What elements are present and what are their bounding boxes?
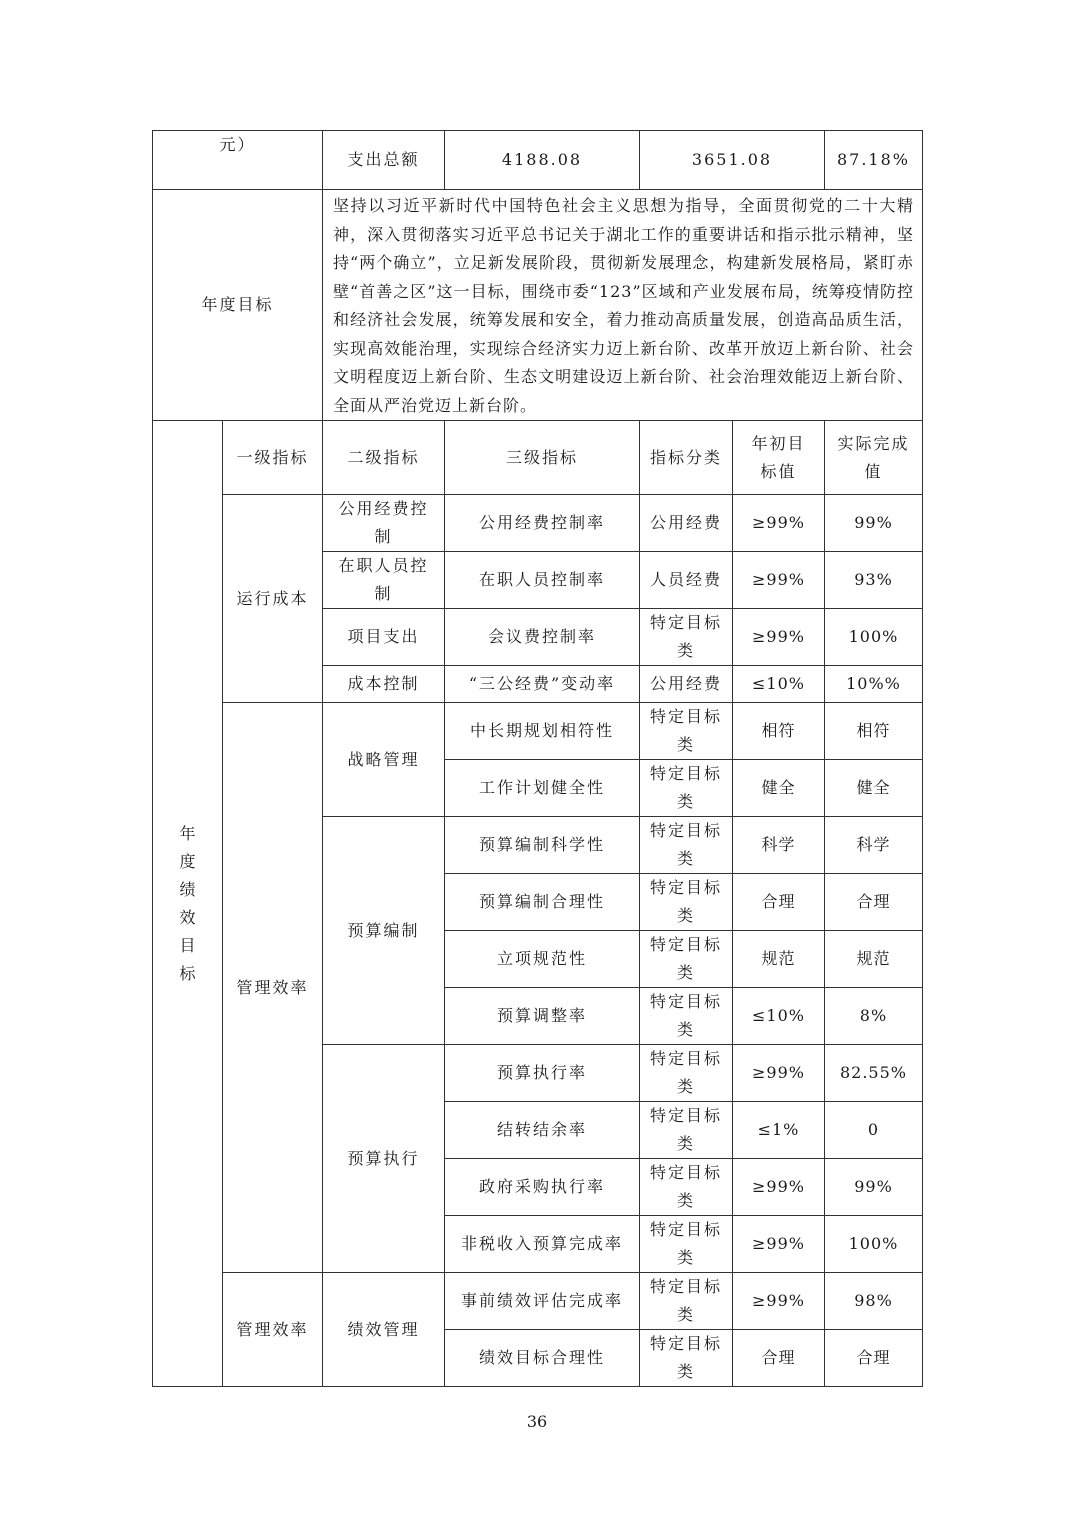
level2-cell: 预算执行 (323, 1045, 445, 1273)
category-cell: 特定目标类 (640, 817, 733, 874)
annual-goal-label: 年度目标 (153, 190, 323, 421)
unit-fragment: 元） (153, 131, 323, 190)
page-number: 36 (526, 1412, 548, 1431)
target-cell: 合理 (733, 874, 825, 931)
target-cell: 合理 (733, 1330, 825, 1387)
level2-cell: 预算编制 (323, 817, 445, 1045)
level3-cell: 预算调整率 (445, 988, 640, 1045)
header-actual: 实际完成值 (825, 421, 923, 495)
level3-cell: “三公经费”变动率 (445, 666, 640, 703)
level1-cell: 运行成本 (223, 495, 323, 703)
actual-cell: 82.55% (825, 1045, 923, 1102)
level3-cell: 预算编制合理性 (445, 874, 640, 931)
actual-cell: 科学 (825, 817, 923, 874)
total-expenditure-row (153, 131, 923, 190)
target-cell: ≥99% (733, 552, 825, 609)
category-cell: 特定目标类 (640, 609, 733, 666)
target-cell: ≥99% (733, 1216, 825, 1273)
target-cell: ≥99% (733, 495, 825, 552)
category-cell: 特定目标类 (640, 1216, 733, 1273)
actual-cell: 98% (825, 1273, 923, 1330)
level2-cell: 项目支出 (323, 609, 445, 666)
category-cell: 特定目标类 (640, 760, 733, 817)
target-cell: 健全 (733, 760, 825, 817)
header-target: 年初目标值 (733, 421, 825, 495)
target-cell: ≥99% (733, 1159, 825, 1216)
category-cell: 特定目标类 (640, 1102, 733, 1159)
header-level3: 三级指标 (445, 421, 640, 495)
expenditure-label: 支出总额 (323, 131, 445, 190)
category-cell: 特定目标类 (640, 703, 733, 760)
actual-cell: 健全 (825, 760, 923, 817)
level3-cell: 会议费控制率 (445, 609, 640, 666)
header-level1: 一级指标 (223, 421, 323, 495)
actual-cell: 合理 (825, 1330, 923, 1387)
actual-cell: 10%% (825, 666, 923, 703)
actual-cell: 相符 (825, 703, 923, 760)
category-cell: 特定目标类 (640, 874, 733, 931)
level3-cell: 预算执行率 (445, 1045, 640, 1102)
header-level2: 二级指标 (323, 421, 445, 495)
category-cell: 特定目标类 (640, 988, 733, 1045)
target-cell: 科学 (733, 817, 825, 874)
level3-cell: 工作计划健全性 (445, 760, 640, 817)
annual-goal-row (153, 190, 923, 421)
perf-goal-label-text: 年度绩效目标 (179, 823, 196, 983)
category-cell: 公用经费 (640, 495, 733, 552)
level3-cell: 在职人员控制率 (445, 552, 640, 609)
level1-cell: 管理效率 (223, 703, 323, 1273)
header-row (153, 421, 923, 495)
actual-cell: 99% (825, 1159, 923, 1216)
category-cell: 人员经费 (640, 552, 733, 609)
header-category: 指标分类 (640, 421, 733, 495)
level3-cell: 政府采购执行率 (445, 1159, 640, 1216)
category-cell: 特定目标类 (640, 1159, 733, 1216)
expenditure-rate: 87.18% (825, 131, 923, 190)
category-cell: 特定目标类 (640, 1273, 733, 1330)
level3-cell: 预算编制科学性 (445, 817, 640, 874)
level3-cell: 结转结余率 (445, 1102, 640, 1159)
performance-table (152, 130, 923, 1387)
actual-cell: 规范 (825, 931, 923, 988)
level1-cell: 管理效率 (223, 1273, 323, 1387)
level3-cell: 绩效目标合理性 (445, 1330, 640, 1387)
actual-cell: 99% (825, 495, 923, 552)
category-cell: 特定目标类 (640, 1045, 733, 1102)
level2-cell: 公用经费控制 (323, 495, 445, 552)
level2-cell: 在职人员控制 (323, 552, 445, 609)
actual-cell: 93% (825, 552, 923, 609)
perf-goal-label (153, 421, 223, 1387)
actual-cell: 8% (825, 988, 923, 1045)
expenditure-budget: 4188.08 (445, 131, 640, 190)
level2-cell: 成本控制 (323, 666, 445, 703)
target-cell: ≥99% (733, 609, 825, 666)
actual-cell: 合理 (825, 874, 923, 931)
category-cell: 公用经费 (640, 666, 733, 703)
indicator-row (153, 495, 923, 552)
level3-cell: 立项规范性 (445, 931, 640, 988)
level3-cell: 中长期规划相符性 (445, 703, 640, 760)
target-cell: ≤10% (733, 988, 825, 1045)
target-cell: 相符 (733, 703, 825, 760)
target-cell: ≤10% (733, 666, 825, 703)
expenditure-actual: 3651.08 (640, 131, 825, 190)
level3-cell: 非税收入预算完成率 (445, 1216, 640, 1273)
category-cell: 特定目标类 (640, 931, 733, 988)
target-cell: 规范 (733, 931, 825, 988)
actual-cell: 100% (825, 609, 923, 666)
actual-cell: 100% (825, 1216, 923, 1273)
level3-cell: 公用经费控制率 (445, 495, 640, 552)
indicator-row (153, 1273, 923, 1330)
annual-goal-text: 坚持以习近平新时代中国特色社会主义思想为指导，全面贯彻党的二十大精神，深入贯彻落实习近平总书记关于湖北工作的重要讲话和指示批示精神，坚持“两个确立”，立足新发展阶段，贯彻新发展理念，构建新发展格局，紧盯赤壁“首善之区”这一目标，围绕市委“123”区域和产业发展布局，统筹疫情防控和经济社会发展，统筹发展和安全，着力推动高质量发展，创造高品质生活，实现高效能治理，实现综合经济实力迈上新台阶、改革开放迈上新台阶、社会文明程度迈上新台阶、生态文明建设迈上新台阶、社会治理效能迈上新台阶、全面从严治党迈上新台阶。 (323, 190, 923, 421)
actual-cell: 0 (825, 1102, 923, 1159)
target-cell: ≥99% (733, 1273, 825, 1330)
target-cell: ≤1% (733, 1102, 825, 1159)
indicator-row (153, 703, 923, 760)
category-cell: 特定目标类 (640, 1330, 733, 1387)
level2-cell: 战略管理 (323, 703, 445, 817)
level3-cell: 事前绩效评估完成率 (445, 1273, 640, 1330)
level2-cell: 绩效管理 (323, 1273, 445, 1387)
target-cell: ≥99% (733, 1045, 825, 1102)
